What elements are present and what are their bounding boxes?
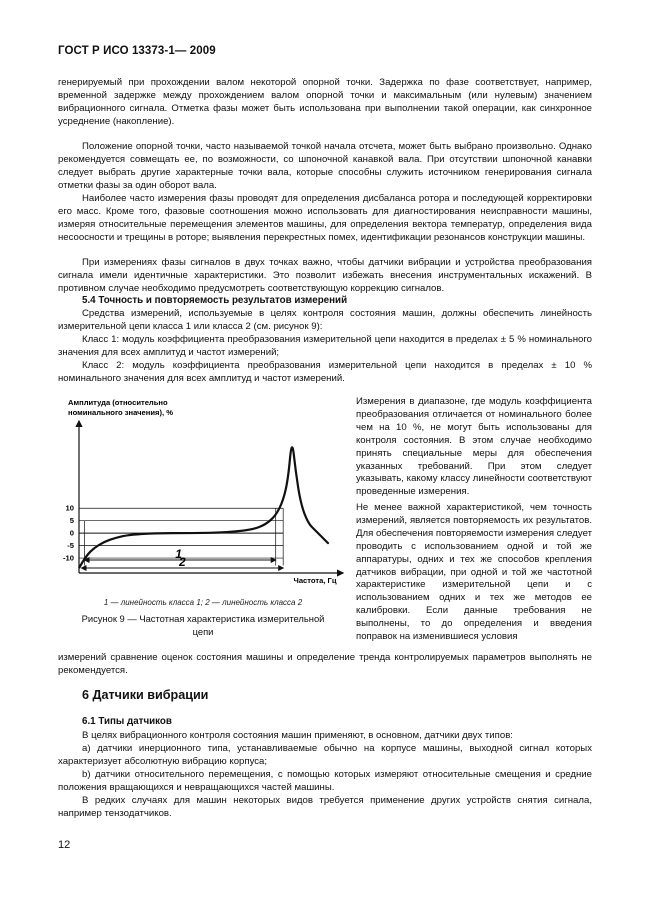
y-tick-label: -10: [63, 553, 74, 563]
y-tick-label: 0: [69, 528, 74, 538]
paragraph-inertial-sensors: [58, 743, 592, 769]
paragraph-text: а) датчики инерционного типа, устанавливаемые обычно на корпусе машины, выходной сигнал которых характеризует абсолютную вибрацию корпуса;: [58, 743, 592, 767]
y-axis-label-line1: Амплитуда (относительно: [68, 398, 168, 407]
paragraph-text: При измерениях фазы сигналов в двух точках важно, чтобы датчики вибрации и устройства преобразования сигнала имели идентичные характеристики. Это позволит избежать внесения инструментальных искажений. В противном случае необходимо предусмотреть соответствующую коррекцию сигналов.: [58, 257, 592, 294]
x-axis-label: Частота, Гц: [293, 576, 337, 585]
section-6-title: 6 Датчики вибрации: [82, 688, 209, 702]
paragraph-trend: измерений сравнение оценок состояния машины и определение тренда контролируемых параметров выполнять не рекомендуется.: [58, 652, 592, 676]
paragraph-phase-usage: [58, 193, 592, 245]
band-label-1: 1: [175, 547, 182, 562]
paragraph-text: Класс 1: модуль коэффициента преобразования измерительной цепи находится в пределах ± 5 % номинального значения для всех амплитуд и частот измерений;: [58, 334, 592, 358]
paragraph-displacement-sensors: [58, 769, 592, 795]
section-5-4-title: 5.4 Точность и повторяемость результатов измерений: [82, 295, 348, 306]
band-label-2: 2: [178, 555, 186, 570]
paragraph-class-2: [58, 360, 592, 386]
paragraph-range-note: [356, 396, 592, 499]
paragraph-text: Класс 2: модуль коэффициента преобразования измерительной цепи находится в пределах ± 10 % номинального значения для всех амплитуд и частот измерений.: [58, 360, 592, 384]
paragraph-reference-point: [58, 141, 592, 193]
page-number: 12: [58, 839, 71, 851]
figure-9: [58, 393, 348, 598]
paragraph-class-1: [58, 334, 592, 360]
figure-caption: Рисунок 9 — Частотная характеристика измерительной цепи: [81, 613, 325, 637]
response-curve: [79, 447, 328, 568]
page-header: ГОСТ Р ИСО 13373-1— 2009: [58, 45, 216, 57]
y-tick-label: -5: [67, 541, 74, 551]
paragraph-text: Не менее важной характеристикой, чем точность измерений, является повторяемость их результатов. Для обеспечения повторяемости измерения следует проводить с использованием одной и той же аппаратуры, одних и тех же способов крепления датчиков вибрации, при одной и той же частотной характеристике измерительной цепи и с использованием одних и тех же методов ее калибровки. Если данные требования не выполнены, то до определения и введения поправок на изменившиеся условия: [356, 502, 592, 643]
y-tick-label: 5: [69, 516, 74, 526]
frequency-response-chart: [58, 393, 348, 598]
paragraph-text: Наиболее часто измерения фазы проводят для определения дисбаланса ротора и последующей корректировки его масс. Кроме того, фазовые соотношения можно использовать для диагностирования неисправности машины, измеряя относительные перемещения элементов машины, для определения вектора температур, определения вида несоосности и трещины в роторе; выявления перекрестных помех, идентификации резонансов конструкции машины.: [58, 193, 592, 243]
paragraph-linearity: [58, 308, 592, 334]
paragraph-text: Положение опорной точки, часто называемой точкой начала отсчета, может быть выбрано произвольно. Однако рекомендуется совмещать ее, по возможности, со шпоночной канавкой вала. При отсутствии шпоночной канавки следует выбрать другие характерные точки вала, которые способны служить источником генерирования сигнала отметки фазы за один оборот вала.: [58, 141, 592, 191]
paragraph-text: Измерения в диапазоне, где модуль коэффициента преобразования отличается от номинального более чем на 10 %, не могут быть использованы для контроля состояния. В этом случае необходимо принять специальные меры для обеспечения указанных требований. При этом следует указывать, какому классу линейности соответствуют проведенные измерения.: [356, 396, 592, 498]
paragraph-other-devices: [58, 795, 592, 821]
paragraph-two-points: [58, 257, 592, 296]
y-axis-label-line2: номинального значения), %: [68, 408, 173, 417]
y-tick-label: 10: [65, 503, 74, 513]
paragraph-phase-mark: генерируемый при прохождении валом некоторой опорной точки. Задержка по фазе соответствует, например, временной задержке между прохождением валом опорной точки и максимальным (или нулевым) значением вибрационного сигнала. Отметка фазы может быть использована при выполнении такой операции, как синхронное усреднение (накопление).: [58, 77, 592, 127]
paragraph-text: b) датчики относительного перемещения, с помощью которых измеряют относительные смещения и средние положения вращающихся и невращающихся частей машины.: [58, 769, 592, 793]
paragraph-text: В редких случаях для машин некоторых видов требуется применение других устройств снятия сигнала, например тензодатчиков.: [58, 795, 592, 819]
paragraph-text: Средства измерений, используемые в целях контроля состояния машин, должны обеспечить линейность измерительной цепи класса 1 или класса 2 (см. рисунок 9):: [58, 308, 592, 332]
figure-legend: 1 — линейность класса 1; 2 — линейность класса 2: [103, 598, 303, 607]
paragraph-repeatability: [356, 502, 592, 644]
paragraph-sensor-types: [58, 730, 592, 743]
section-6-1-title: 6.1 Типы датчиков: [82, 716, 172, 727]
paragraph-text: В целях вибрационного контроля состояния машин применяют, в основном, датчики двух типов:: [82, 730, 513, 741]
